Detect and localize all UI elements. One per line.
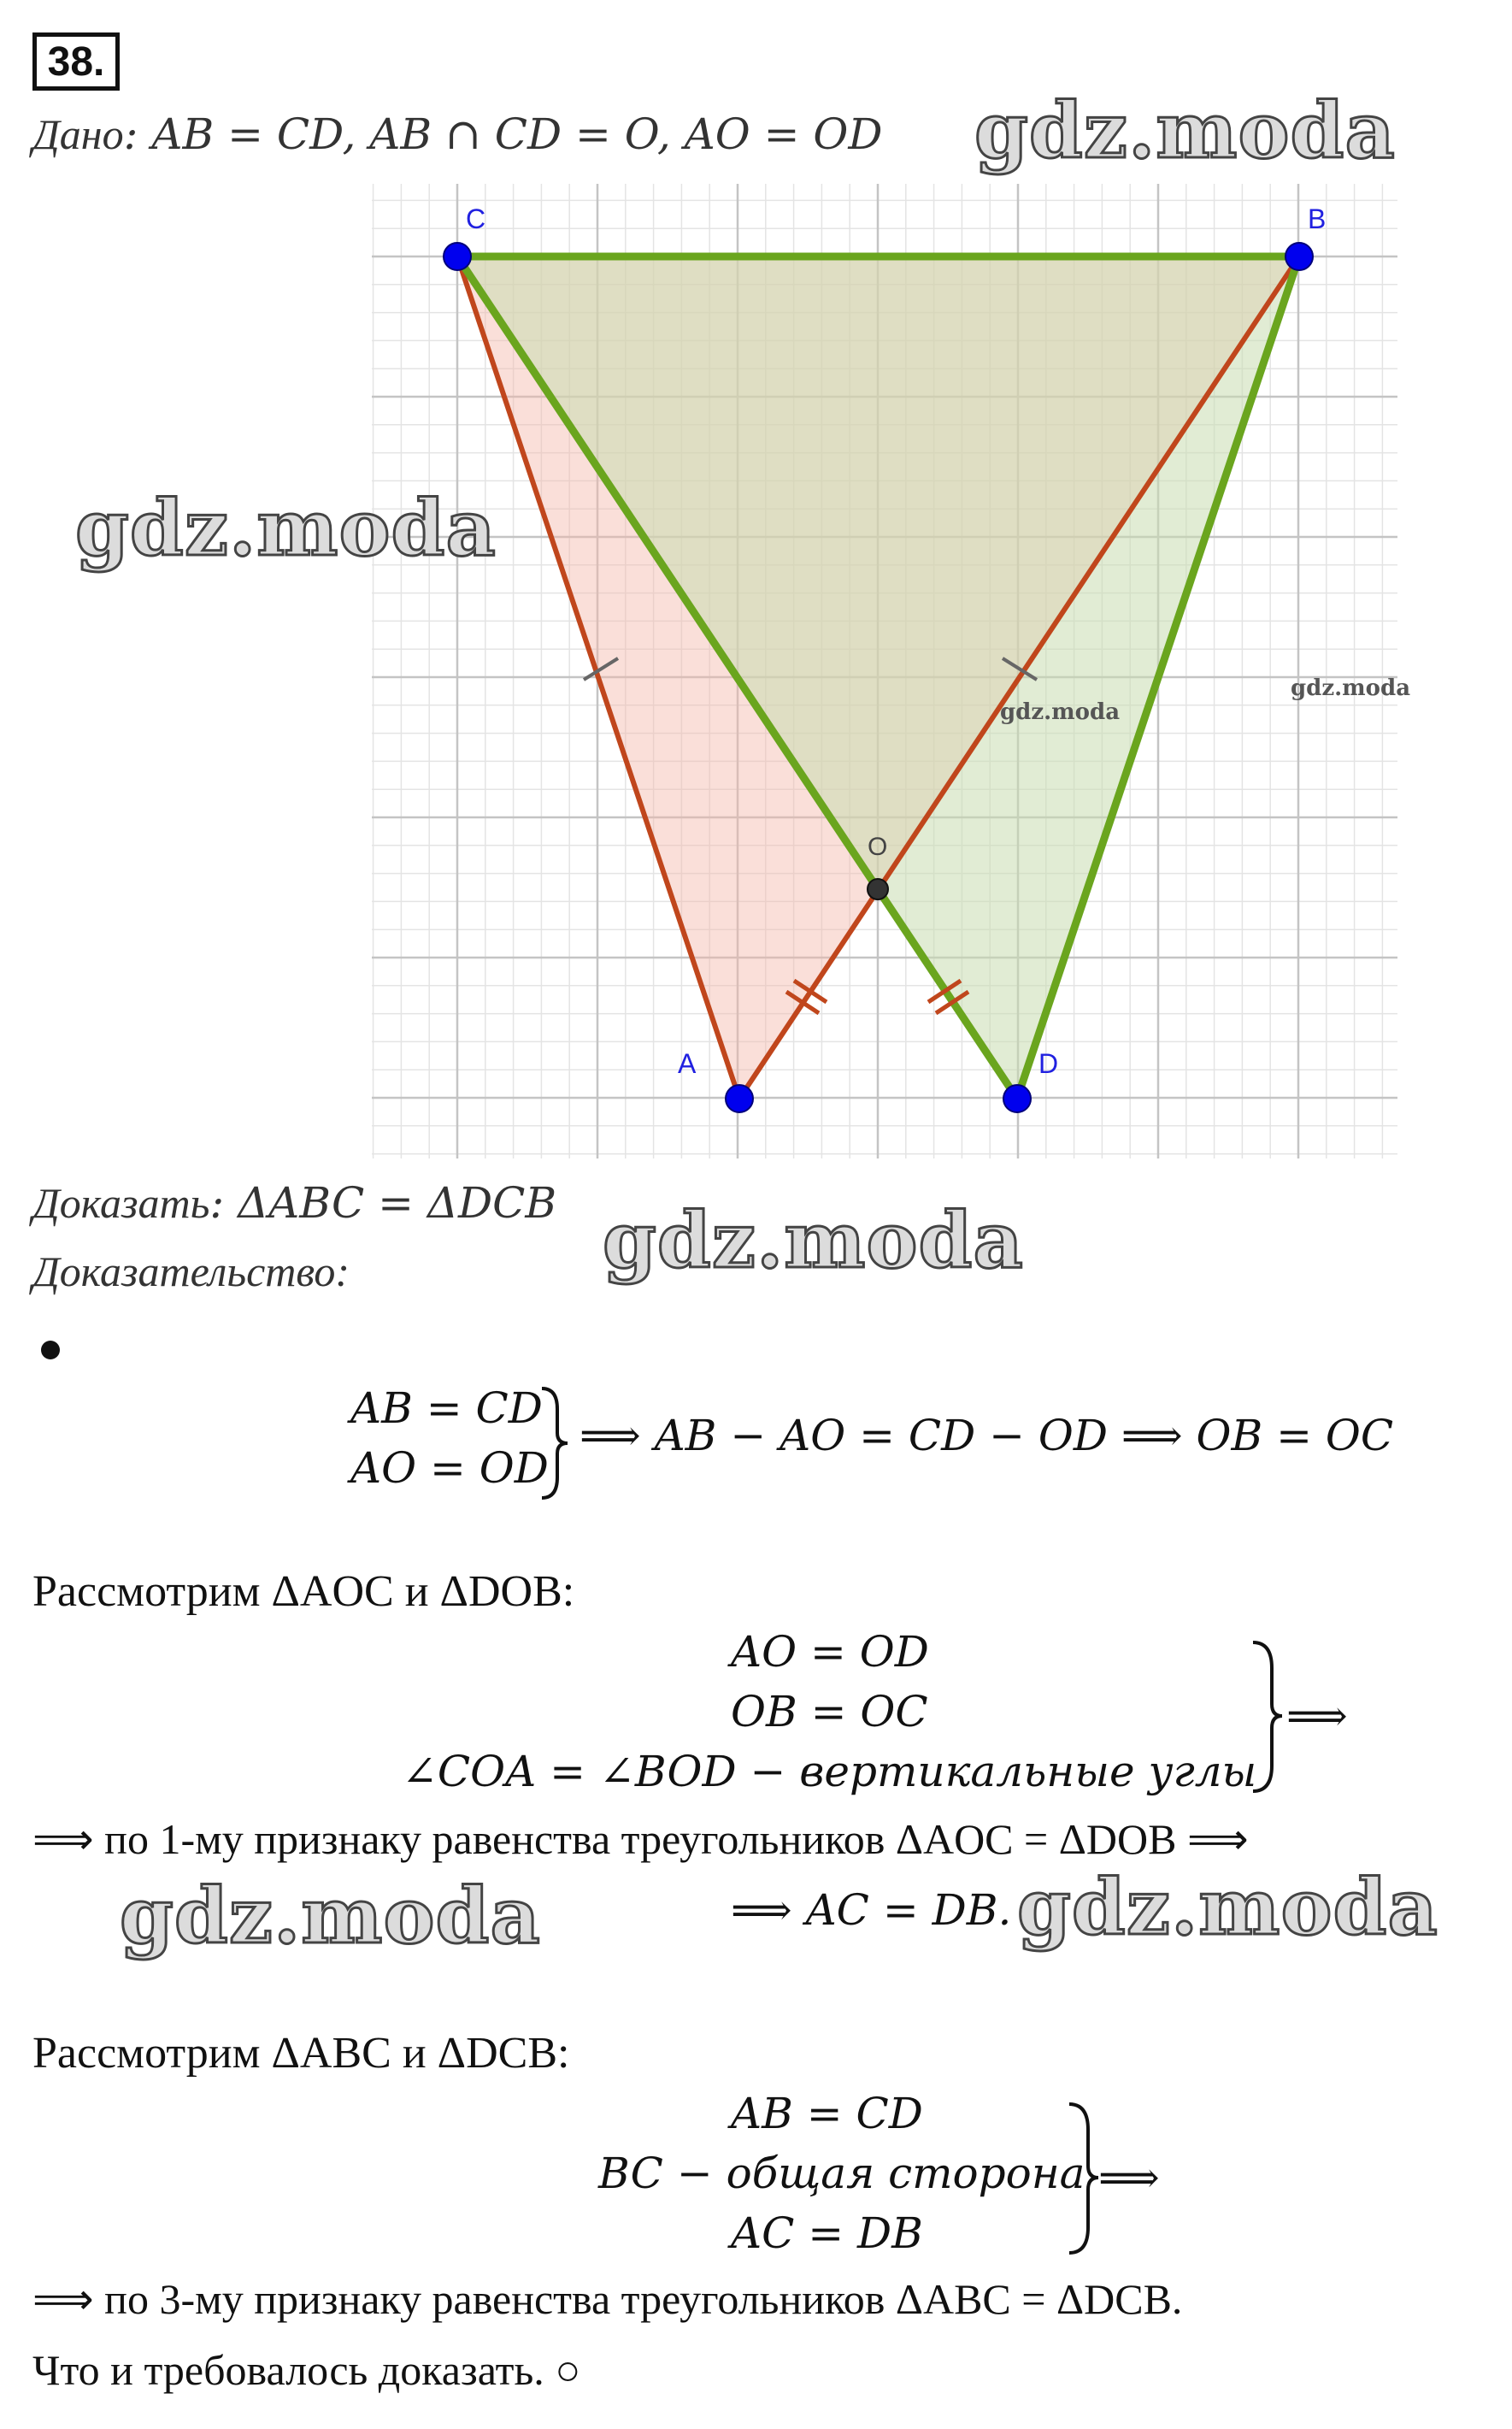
watermark-6: gdz.moda [120, 1871, 541, 1961]
watermark-1: gdz.moda [974, 85, 1396, 176]
step3-line1: AB = CD [731, 2089, 923, 2138]
step2-line1: AO = OD [731, 1627, 929, 1677]
geometry-figure [363, 175, 1415, 1167]
given-line [32, 109, 883, 159]
step3-line3: AC = DB [731, 2208, 923, 2258]
step3-line2: BC − общая сторона [598, 2149, 1085, 2198]
prove-line [32, 1178, 556, 1228]
label-d: D [1038, 1048, 1059, 1079]
step2-intro: Рассмотрим ΔAOC и ΔDOB: [32, 1567, 575, 1616]
bullet-point [41, 1341, 60, 1359]
step2-result: ⟹ AC = DB. [731, 1885, 1012, 1935]
step3-brace [1064, 2099, 1103, 2257]
label-a: A [678, 1048, 697, 1079]
point-d [1003, 1085, 1031, 1112]
watermark-4: gdz.moda [1291, 675, 1411, 701]
step1-result: ⟹ AB − AO = CD − OD ⟹ OB = OC [580, 1411, 1394, 1460]
watermark-3: gdz.moda [1000, 699, 1121, 725]
given-text: : AB = CD, AB ∩ CD = O, AO = OD [123, 109, 883, 159]
given-label: Дано [32, 110, 124, 158]
point-b [1285, 243, 1313, 270]
watermark-7: gdz.moda [1017, 1862, 1438, 1953]
step2-line2: OB = OC [731, 1687, 928, 1736]
problem-number: 38. [32, 32, 120, 91]
step2-brace [1248, 1637, 1286, 1795]
label-b: B [1308, 203, 1327, 234]
watermark-2: gdz.moda [75, 483, 497, 574]
proof-label: Доказательство: [32, 1247, 350, 1295]
watermark-5: gdz.moda [603, 1195, 1024, 1286]
prove-label: Доказать [32, 1179, 210, 1227]
step3-intro: Рассмотрим ΔABC и ΔDCB: [32, 2029, 570, 2078]
step3-end: Что и требовалось доказать. ○ [32, 2346, 581, 2394]
step3-conclusion: ⟹ по 3-му признаку равенства треугольников ΔABC = ΔDCB. [32, 2275, 1183, 2323]
step1-line1: AB = CD [350, 1383, 543, 1433]
point-c [444, 243, 471, 270]
label-c: C [466, 203, 486, 234]
point-o [868, 879, 888, 899]
step1-brace [537, 1383, 571, 1503]
label-o: O [868, 833, 888, 861]
prove-text: : ΔABC = ΔDCB [209, 1178, 557, 1228]
step2-arrow: ⟹ [1286, 1691, 1348, 1741]
step3-arrow: ⟹ [1098, 2153, 1160, 2202]
step2-conclusion: ⟹ по 1-му признаку равенства треугольников ΔAOC = ΔDOB ⟹ [32, 1815, 1249, 1863]
step2-line3: ∠COA = ∠BOD − вертикальные углы [402, 1747, 1257, 1796]
point-a [726, 1085, 753, 1112]
step1-line2: AO = OD [350, 1443, 549, 1493]
